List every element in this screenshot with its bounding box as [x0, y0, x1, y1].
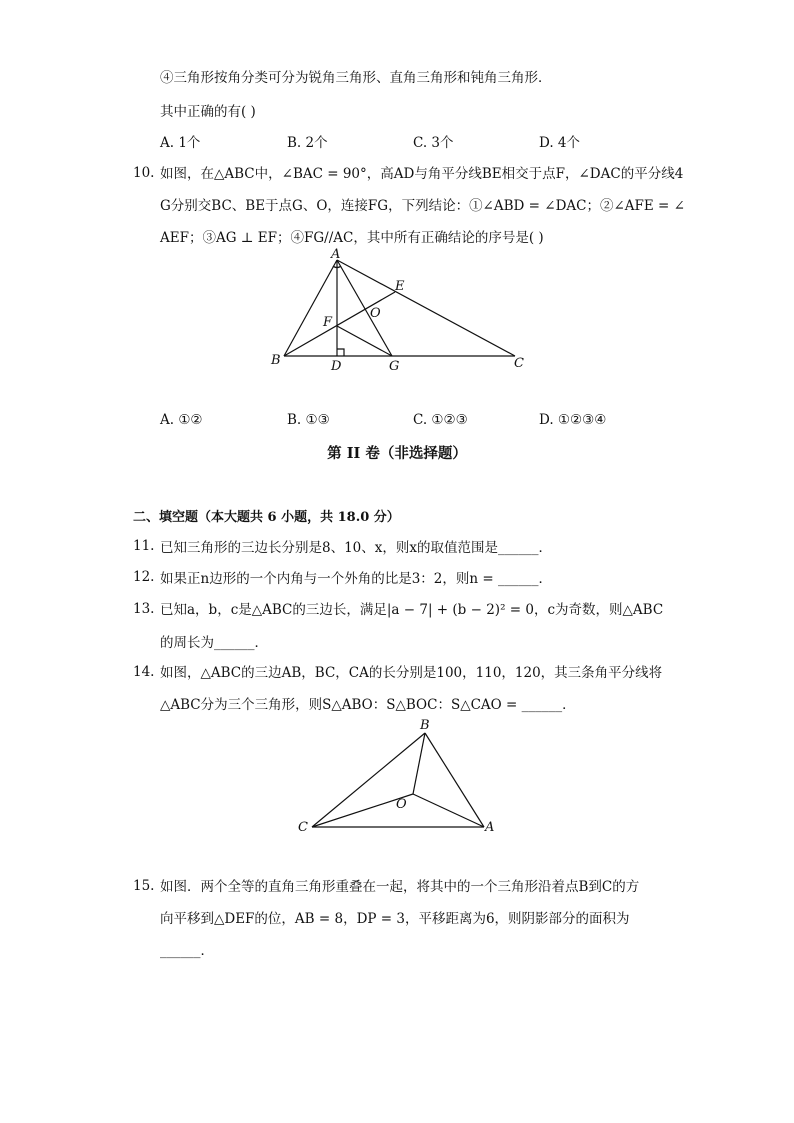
part2-title: 第 II 卷（非选择题）: [327, 445, 467, 462]
q10-label-g: G: [389, 359, 400, 374]
q11-text: 已知三角形的三边长分别是8、10、x，则x的取值范围是______．: [160, 540, 552, 556]
q10-option-a: A. ①②: [160, 412, 203, 428]
q9-option-a: A. 1个: [160, 135, 201, 151]
q10-number: 10.: [133, 165, 155, 181]
q10-option-b: B. ①③: [287, 412, 330, 428]
q15-line1: 如图．两个全等的直角三角形重叠在一起，将其中的一个三角形沿着点B到C的方: [160, 879, 640, 895]
q9-option-d: D. 4个: [539, 135, 581, 151]
q10-label-o: O: [370, 306, 381, 321]
q9-stem: 其中正确的有( ): [160, 104, 256, 120]
q10-option-d: D. ①②③④: [539, 412, 607, 428]
q12-number: 12.: [133, 569, 155, 585]
q15-line2: 向平移到△DEF的位，AB = 8，DP = 3，平移距离为6，则阴影部分的面积为: [160, 911, 630, 927]
q10-label-b: B: [271, 353, 281, 368]
q11-number: 11.: [133, 538, 155, 554]
q14-label-o: O: [396, 797, 407, 812]
q10-line3: AEF；③AG ⊥ EF；④FG//AC，其中所有正确结论的序号是( ): [160, 230, 544, 246]
q9-option-b: B. 2个: [287, 135, 328, 151]
q14-label-c: C: [298, 820, 308, 835]
q13-number: 13.: [133, 601, 155, 617]
q10-label-e: E: [395, 279, 405, 294]
q15-number: 15.: [133, 878, 155, 894]
q14-segment-bc: [312, 733, 425, 827]
q10-label-d: D: [331, 359, 342, 374]
q13-line1: 已知a，b，c是△ABC的三边长，满足|a − 7| + (b − 2)² = 0，c为奇数，则△ABC: [160, 602, 664, 618]
q10-line1: 如图，在△ABC中，∠BAC = 90°，高AD与角平分线BE相交于点F，∠DAC的平分线4: [160, 166, 684, 182]
q10-label-c: C: [514, 356, 524, 371]
q14-number: 14.: [133, 664, 155, 680]
q9-option-c: C. 3个: [413, 135, 454, 151]
q15-line3: ______．: [160, 943, 214, 959]
q14-label-b: B: [420, 718, 430, 733]
q12-text: 如果正n边形的一个内角与一个外角的比是3：2，则n = ______．: [160, 571, 552, 587]
q10-option-c: C. ①②③: [413, 412, 468, 428]
q13-line2: 的周长为______．: [160, 635, 268, 651]
section2-header: 二、填空题（本大题共 6 小题，共 18.0 分）: [133, 510, 400, 525]
q14-line2: △ABC分为三个三角形，则S△ABO：S△BOC：S△CAO = ______．: [160, 697, 576, 713]
q14-label-a: A: [485, 820, 495, 835]
q10-line2: G分别交BC、BE于点G、O，连接FG，下列结论：①∠ABD = ∠DAC；②∠AFE = ∠: [160, 198, 685, 214]
q10-label-a: A: [331, 247, 341, 262]
q14-line1: 如图，△ABC的三边AB，BC，CA的长分别是100，110，120，其三条角平分线将: [160, 665, 663, 681]
q9-item4: ④三角形按角分类可分为锐角三角形、直角三角形和钝角三角形．: [160, 70, 552, 86]
q10-label-f: F: [323, 315, 333, 330]
